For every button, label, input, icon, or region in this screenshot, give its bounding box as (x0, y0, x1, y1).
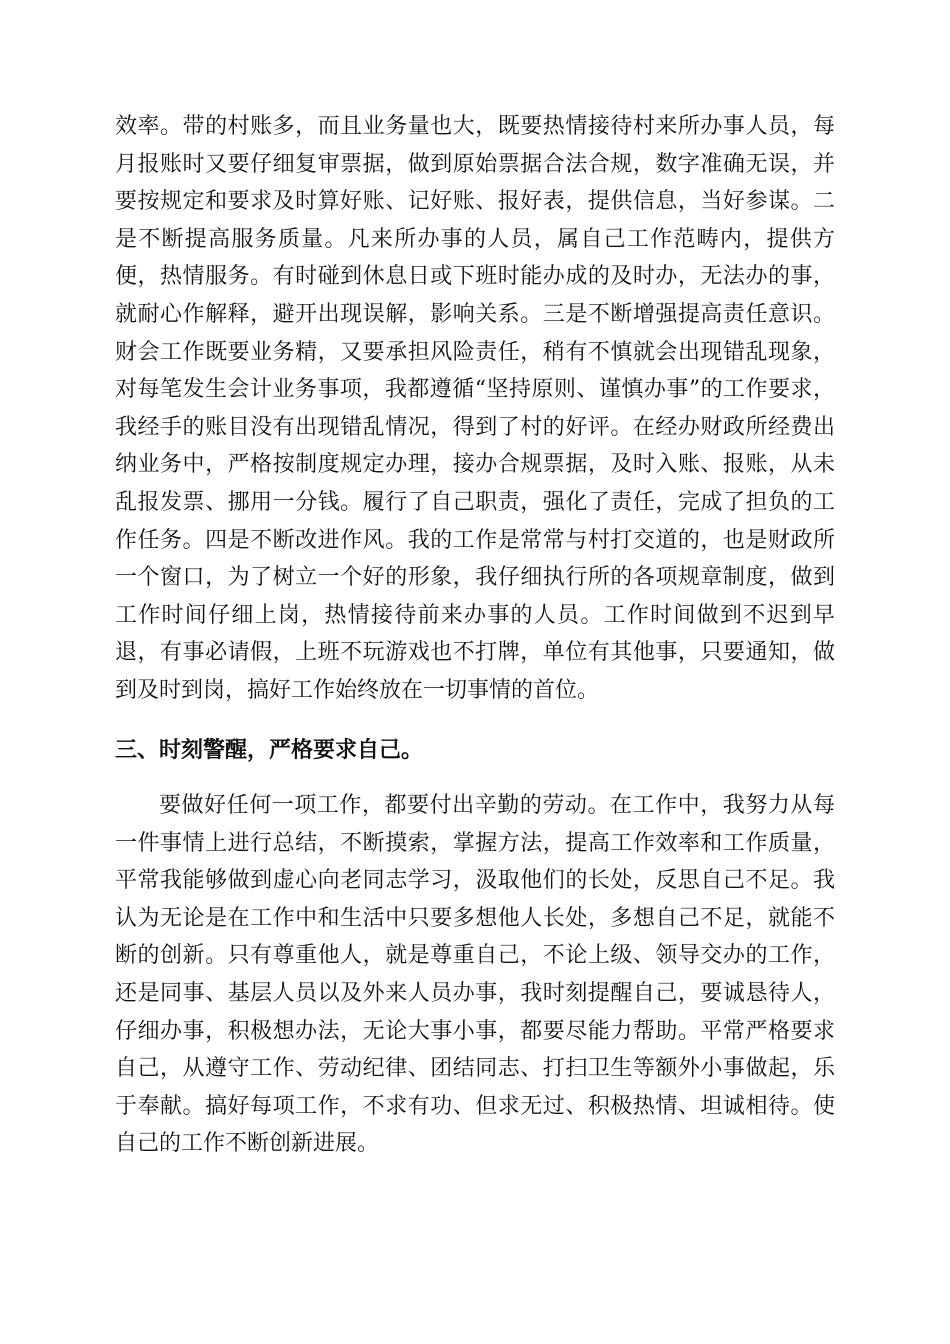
document-page (115, 108, 835, 1163)
body-paragraph-section-three: 要做好任何一项工作，都要付出辛勤的劳动。在工作中，我努力从每一件事情上进行总结，不断摸索，掌握方法，提高工作效率和工作质量，平常我能够做到虚心向老同志学习，汲取他们的长处，反思自己不足。我认为无论是在工作中和生活中只要多想他人长处，多想自己不足，就能不断的创新。只有尊重他人，就是尊重自己，不论上级、领导交办的工作，还是同事、基层人员以及外来人员办事，我时刻提醒自己，要诚恳待人，仔细办事，积极想办法，无论大事小事，都要尽能力帮助。平常严格要求自己，从遵守工作、劳动纪律、团结同志、打扫卫生等额外小事做起，乐于奉献。搞好每项工作，不求有功、但求无过、积极热情、坦诚相待。使自己的工作不断创新进展。 (115, 793, 835, 1157)
body-paragraph-continued: 效率。带的村账多，而且业务量也大，既要热情接待村来所办事人员，每月报账时又要仔细复审票据，做到原始票据合法合规，数字准确无误，并要按规定和要求及时算好账、记好账、报好表，提供信息，当好参谋。二是不断提高服务质量。凡来所办事的人员，属自己工作范畴内，提供方便，热情服务。有时碰到休息日或下班时能办成的及时办，无法办的事，就耐心作解释，避开出现误解，影响关系。三是不断增强提高责任意识。财会工作既要业务精，又要承担风险责任，稍有不慎就会出现错乱现象，对每笔发生会计业务事项，我都遵循“坚持原则、谨慎办事”的工作要求，我经手的账目没有出现错乱情况，得到了村的好评。在经办财政所经费出纳业务中，严格按制度规定办理，接办合规票据，及时入账、报账，从未乱报发票、挪用一分钱。履行了自己职责，强化了责任，完成了担负的工作任务。四是不断改进作风。我的工作是常常与村打交道的，也是财政所一个窗口，为了树立一个好的形象，我仔细执行所的各项规章制度，做到工作时间仔细上岗，热情接待前来办事的人员。工作时间做到不迟到早退，有事必请假，上班不玩游戏也不打牌，单位有其他事，只要通知，做到及时到岗，搞好工作始终放在一切事情的首位。 (115, 114, 835, 703)
section-heading: 三、时刻警醒，严格要求自己。 (115, 736, 424, 763)
